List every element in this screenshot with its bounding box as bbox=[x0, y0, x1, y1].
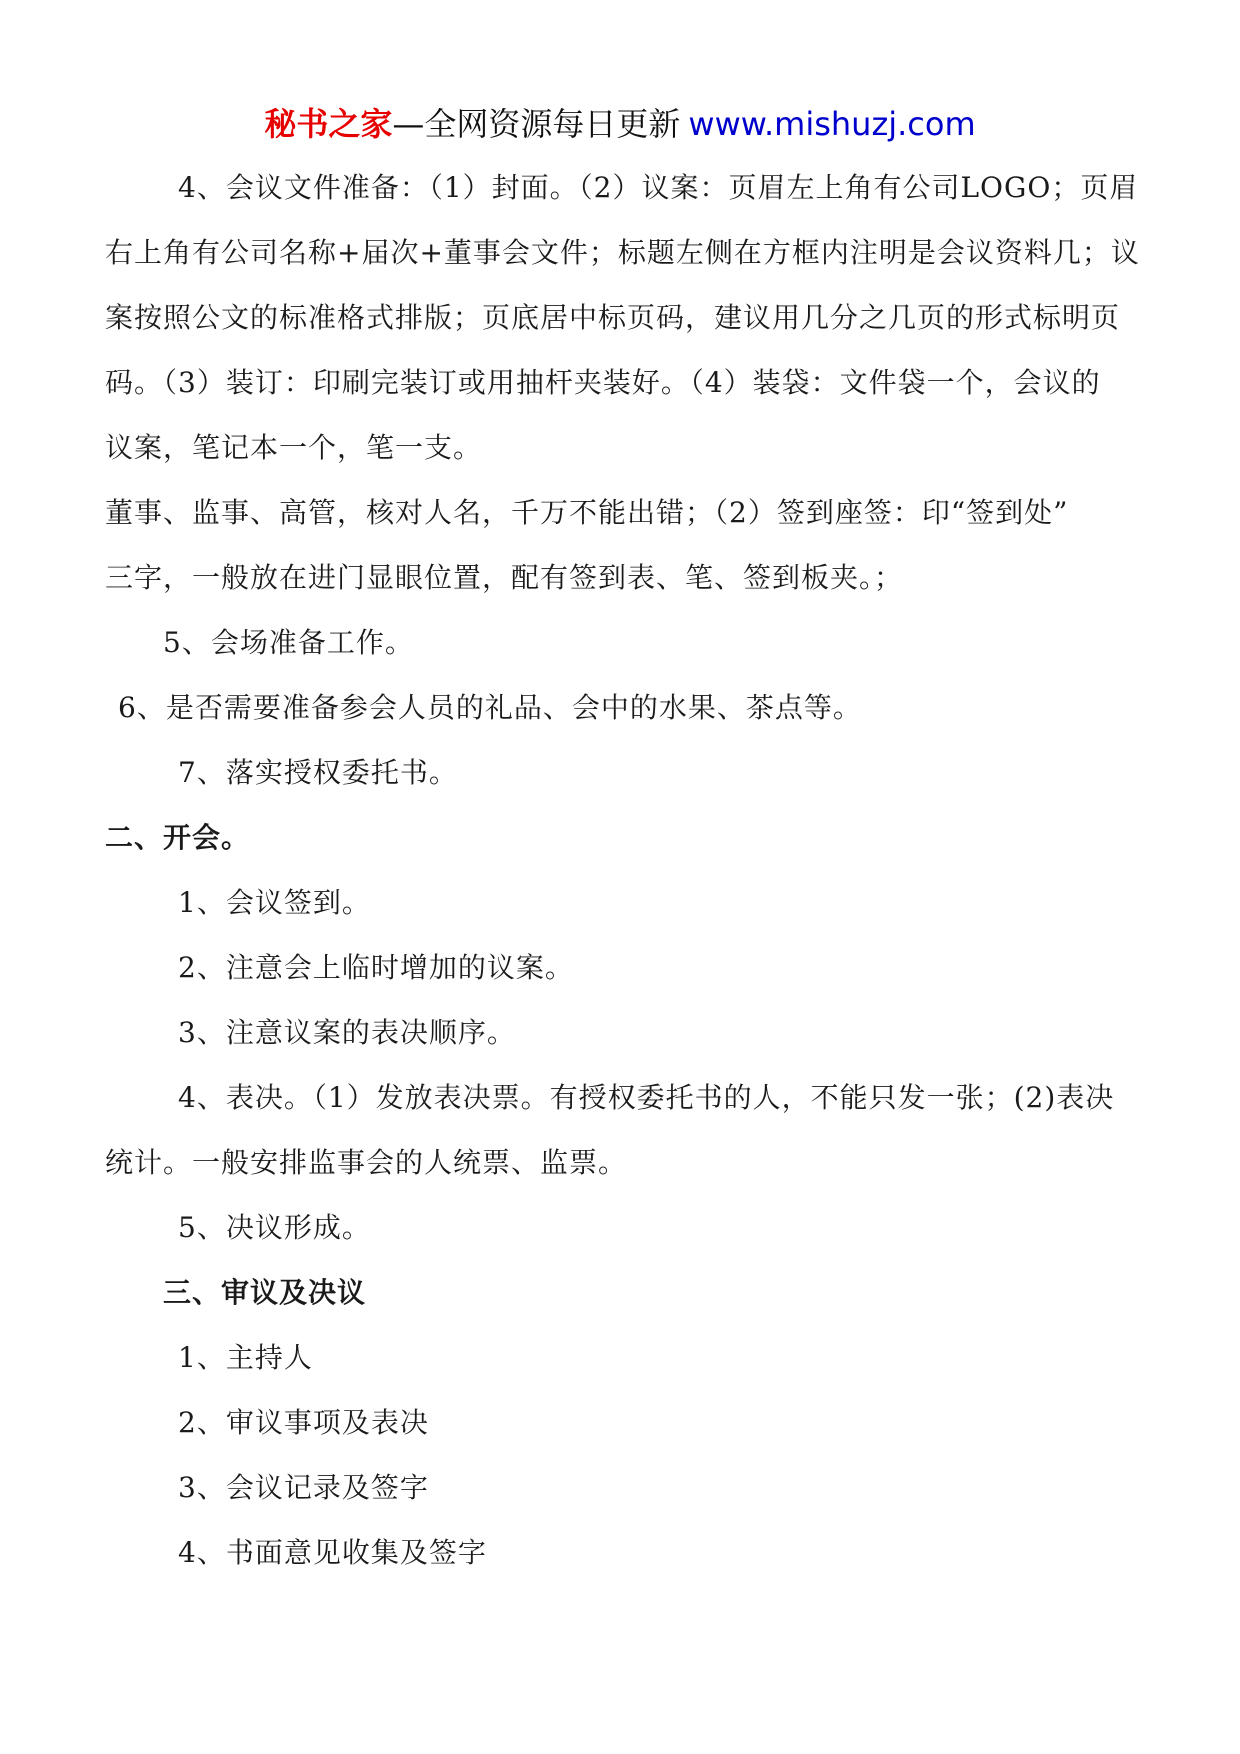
paragraph-text: 5、会场准备工作。 bbox=[163, 626, 414, 659]
paragraph-text: 4、会议文件准备：（1）封面。（2）议案：页眉左上角有公司LOGO；页眉 bbox=[178, 171, 1139, 204]
paragraph-text: 议案，笔记本一个，笔一支。 bbox=[105, 431, 483, 464]
paragraph-line bbox=[0, 1468, 1240, 1508]
paragraph-line bbox=[0, 1078, 1240, 1118]
paragraph-text: 7、落实授权委托书。 bbox=[178, 756, 458, 789]
header-url: www.mishuzj.com bbox=[688, 105, 976, 143]
paragraph-text: 4、表决。（1）发放表决票。有授权委托书的人，不能只发一张；(2)表决 bbox=[178, 1081, 1115, 1114]
header-dash: — bbox=[392, 105, 425, 143]
paragraph-line bbox=[0, 428, 1240, 468]
paragraph-line bbox=[0, 1013, 1240, 1053]
paragraph-line bbox=[0, 1403, 1240, 1443]
header-brand: 秘书之家 bbox=[264, 105, 393, 143]
section-heading-text: 三、审议及决议 bbox=[163, 1276, 367, 1309]
section-heading-text: 二、开会。 bbox=[105, 821, 251, 854]
paragraph-line bbox=[0, 753, 1240, 793]
paragraph-line bbox=[0, 168, 1240, 208]
paragraph-line bbox=[0, 623, 1240, 663]
paragraph-line bbox=[0, 688, 1240, 728]
page-header bbox=[0, 100, 1240, 148]
paragraph-text: 三字，一般放在进门显眼位置，配有签到表、笔、签到板夹。； bbox=[105, 561, 904, 594]
paragraph-line bbox=[0, 233, 1240, 273]
paragraph-line bbox=[0, 1143, 1240, 1183]
paragraph-line bbox=[0, 1533, 1240, 1573]
paragraph-line bbox=[0, 1338, 1240, 1378]
paragraph-text: 统计。一般安排监事会的人统票、监票。 bbox=[105, 1146, 628, 1179]
header-slogan: 全网资源每日更新 bbox=[424, 105, 681, 143]
paragraph-text: 6、是否需要准备参会人员的礼品、会中的水果、茶点等。 bbox=[118, 691, 862, 724]
section-heading bbox=[0, 818, 1240, 858]
paragraph-line bbox=[0, 493, 1240, 533]
paragraph-text: 1、主持人 bbox=[178, 1341, 313, 1374]
paragraph-text: 3、会议记录及签字 bbox=[178, 1471, 429, 1504]
paragraph-line bbox=[0, 1208, 1240, 1248]
paragraph-text: 5、决议形成。 bbox=[178, 1211, 371, 1244]
paragraph-text: 董事、监事、高管，核对人名，千万不能出错；（2）签到座签：印“签到处” bbox=[105, 496, 1069, 529]
section-heading bbox=[0, 1273, 1240, 1313]
paragraph-line bbox=[0, 558, 1240, 598]
paragraph-text: 1、会议签到。 bbox=[178, 886, 371, 919]
paragraph-text: 码。（3）装订：印刷完装订或用抽杆夹装好。（4）装袋：文件袋一个，会议的 bbox=[105, 366, 1101, 399]
paragraph-line bbox=[0, 948, 1240, 988]
paragraph-text: 2、注意会上临时增加的议案。 bbox=[178, 951, 574, 984]
paragraph-text: 4、书面意见收集及签字 bbox=[178, 1536, 487, 1569]
paragraph-text: 2、审议事项及表决 bbox=[178, 1406, 429, 1439]
paragraph-text: 右上角有公司名称+届次+董事会文件；标题左侧在方框内注明是会议资料几；议 bbox=[105, 236, 1140, 269]
paragraph-line bbox=[0, 883, 1240, 923]
paragraph-line bbox=[0, 298, 1240, 338]
paragraph-line bbox=[0, 363, 1240, 403]
paragraph-text: 案按照公文的标准格式排版；页底居中标页码，建议用几分之几页的形式标明页 bbox=[105, 301, 1121, 334]
paragraph-text: 3、注意议案的表决顺序。 bbox=[178, 1016, 516, 1049]
